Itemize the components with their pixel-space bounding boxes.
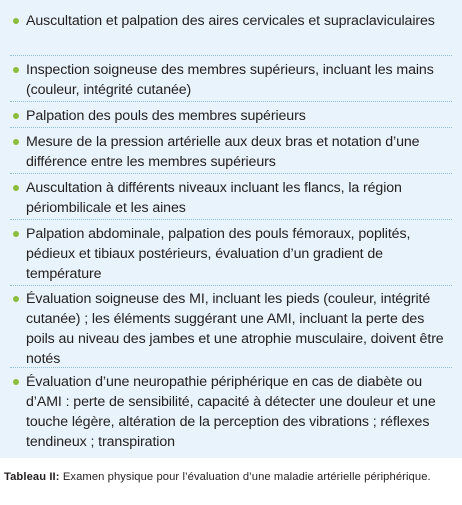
list-item: [10, 60, 450, 100]
list-item: [10, 178, 450, 218]
bullet-icon: [13, 18, 19, 24]
item-text: Auscultation et palpation des aires cervicales et supraclaviculaires: [26, 13, 435, 29]
divider: [10, 367, 452, 368]
bullet-icon: [13, 113, 19, 119]
item-text: Auscultation à différents niveaux incluant les flancs, la région périombilicale et les aines: [26, 180, 402, 216]
caption-label: Tableau II:: [4, 471, 60, 483]
list-item: [10, 132, 450, 172]
bullet-icon: [13, 67, 19, 73]
bullet-icon: [13, 379, 19, 385]
list-item: [10, 106, 450, 126]
divider: [10, 55, 452, 56]
table-caption: [4, 470, 458, 484]
divider: [10, 285, 452, 286]
bullet-icon: [13, 231, 19, 237]
caption-text: Examen physique pour l’évaluation d’une maladie artérielle périphérique.: [59, 471, 431, 483]
bullet-icon: [13, 139, 19, 145]
item-text: Palpation des pouls des membres supérieurs: [26, 108, 306, 124]
item-text: Évaluation soigneuse des MI, incluant les pieds (couleur, intégrité cutanée) ; les éléments suggérant une AMI, incluant la perte des poils au niveau des jambes et une atrophie musculaire, doivent être notés: [26, 291, 444, 367]
item-text: Palpation abdominale, palpation des pouls fémoraux, poplités, pédieux et tibiaux postérieurs, évaluation d’un gradient de température: [26, 226, 411, 282]
divider: [10, 219, 452, 220]
item-text: Mesure de la pression artérielle aux deux bras et notation d’une différence entre les membres supérieurs: [26, 134, 420, 170]
bullet-icon: [13, 296, 19, 302]
list-item: [10, 11, 450, 31]
item-text: Évaluation d’une neuropathie périphérique en cas de diabète ou d’AMI : perte de sensibilité, capacité à détecter une douleur et une touche légère, altération de la perception des vibrations ; réflexes tendineux ; transpiration: [26, 374, 436, 450]
divider: [10, 127, 452, 128]
divider: [10, 101, 452, 102]
item-text: Inspection soigneuse des membres supérieurs, incluant les mains (couleur, intégrité cutanée): [26, 62, 434, 98]
bullet-icon: [13, 185, 19, 191]
list-item: [10, 289, 450, 369]
list-item: [10, 372, 450, 452]
divider: [10, 173, 452, 174]
list-item: [10, 224, 450, 284]
